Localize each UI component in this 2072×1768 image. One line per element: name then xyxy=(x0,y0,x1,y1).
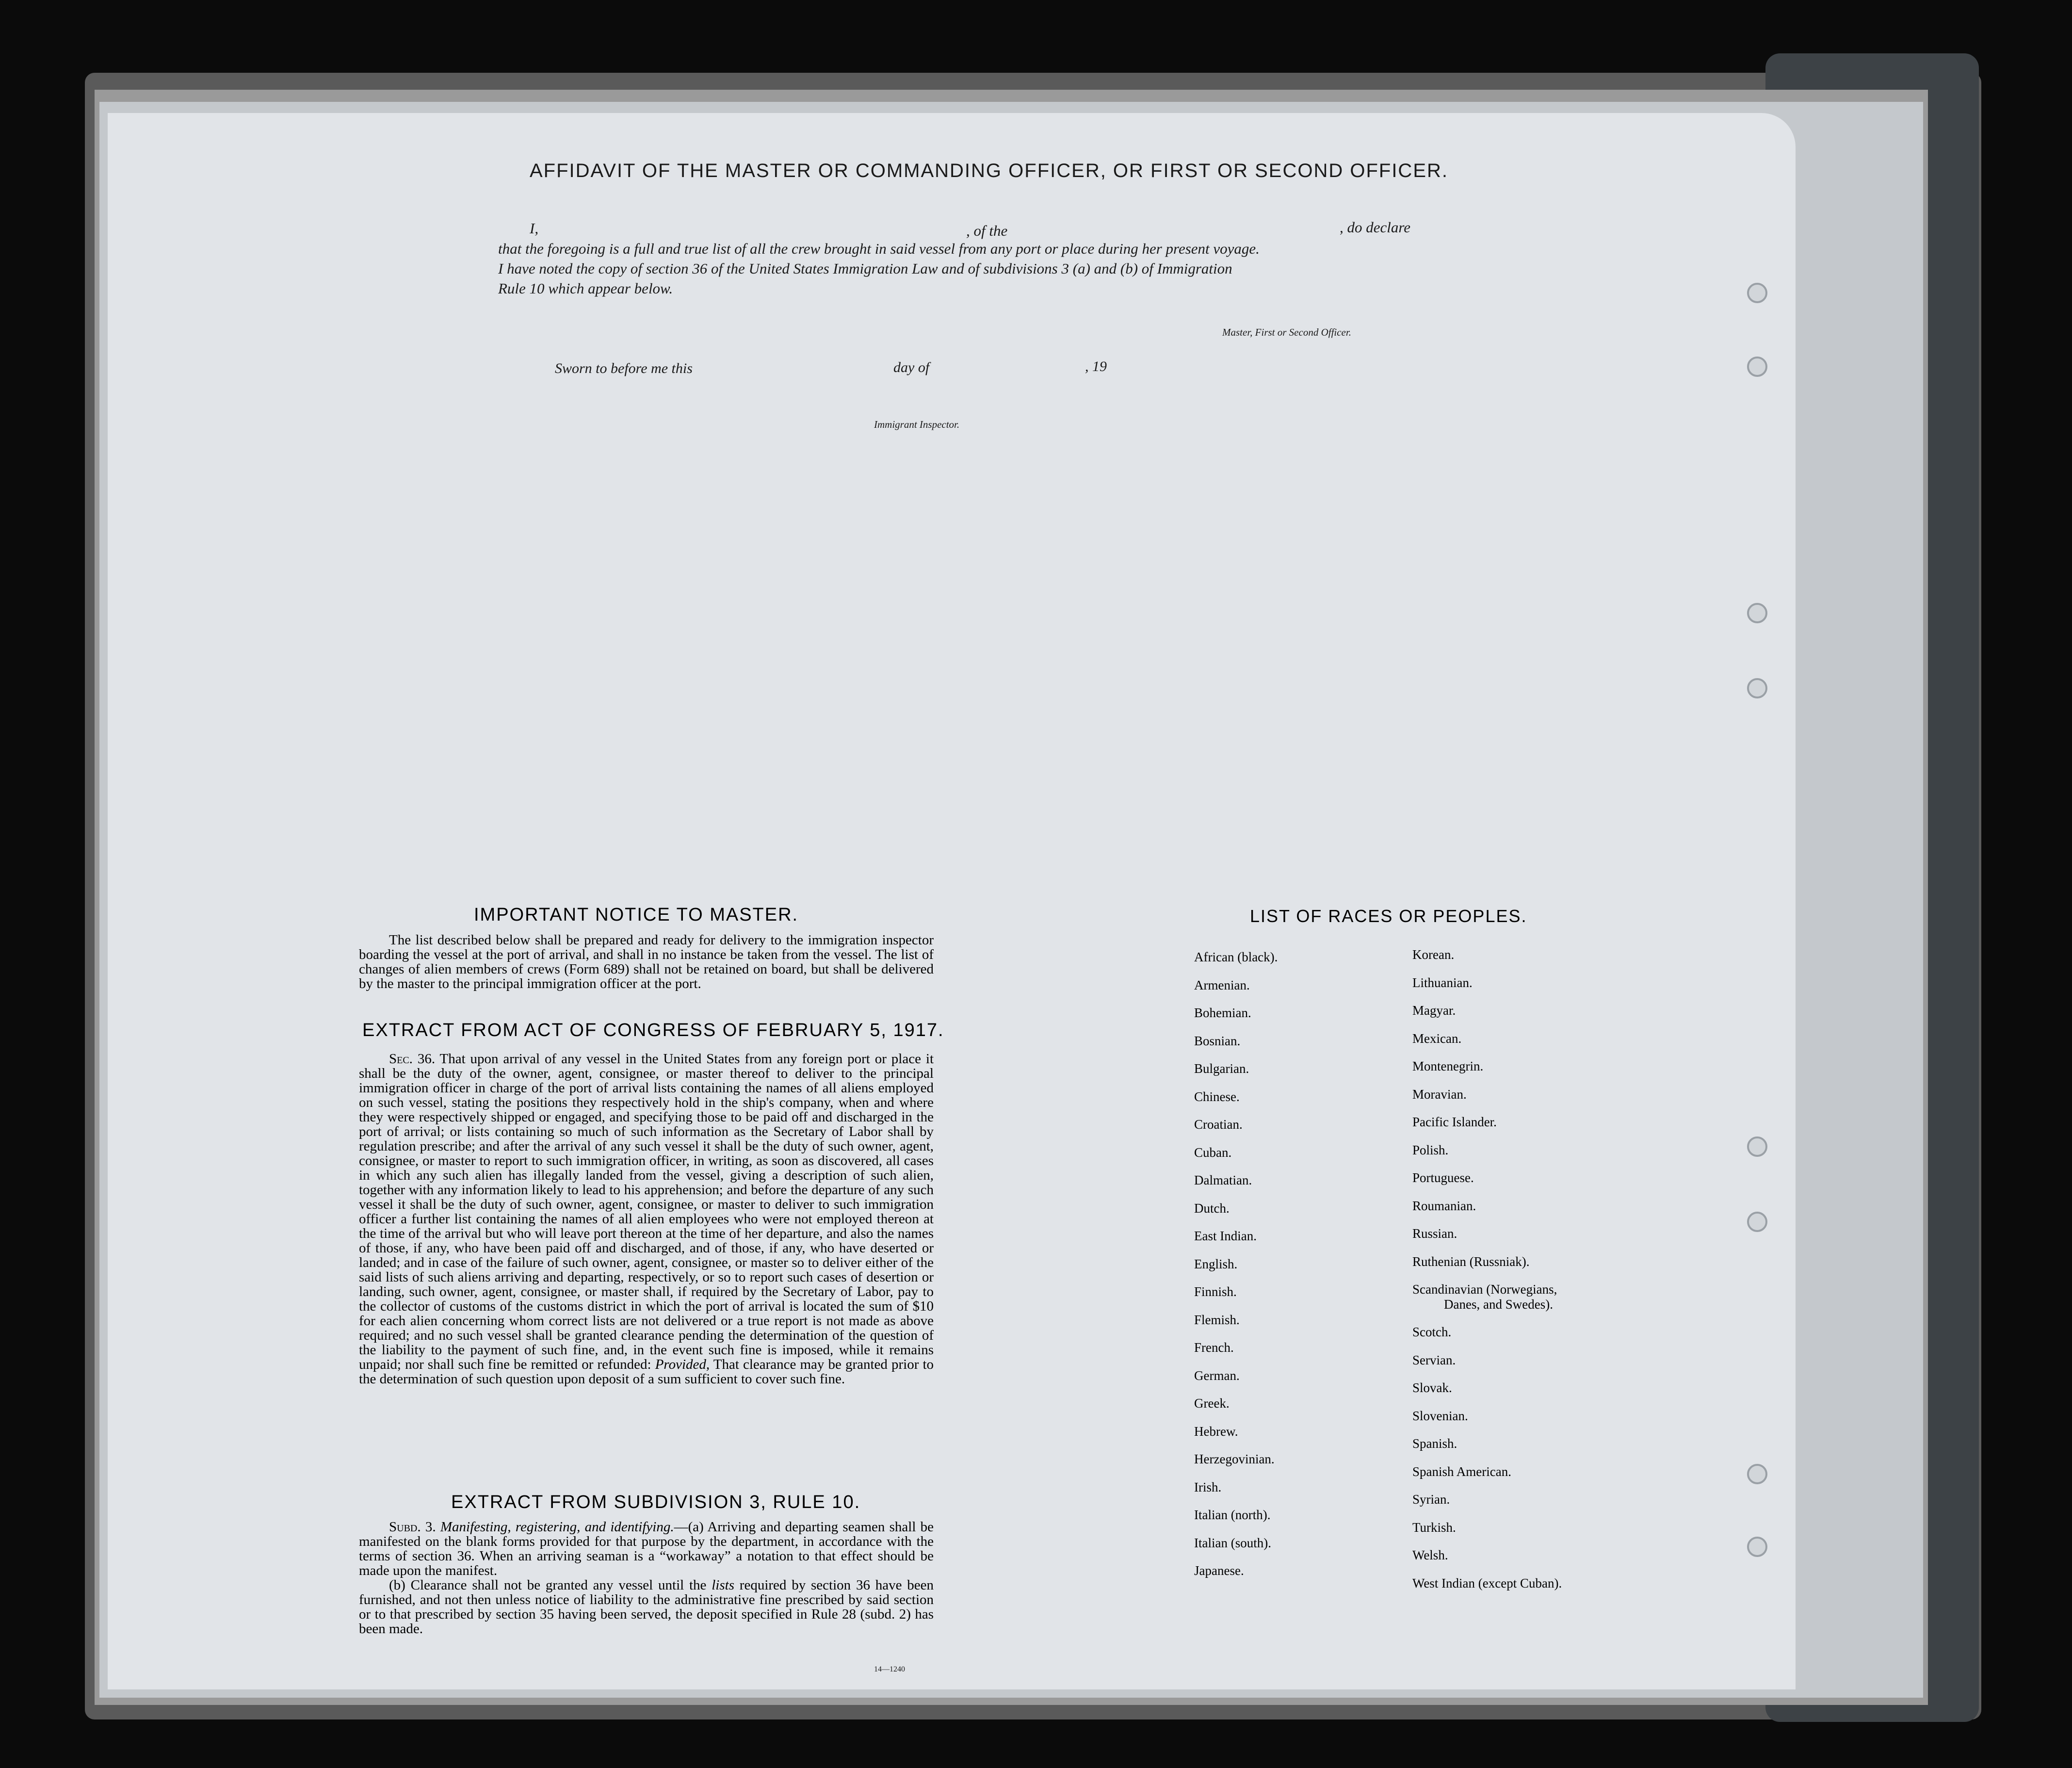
rule-heading: EXTRACT FROM SUBDIVISION 3, RULE 10. xyxy=(451,1492,861,1512)
race-item: Hebrew. xyxy=(1194,1424,1238,1439)
race-item: Welsh. xyxy=(1412,1548,1448,1562)
race-item: Danes, and Swedes). xyxy=(1444,1297,1553,1312)
para-a: —(a) Arriving and departing seamen shall be manifested on the blank forms provided for that purpose by the department, in accordance with the terms of section 36. When an arriving seaman is a “workaway” a notation to that effect should be made upon the manifest. xyxy=(359,1519,934,1578)
race-item: Scandinavian (Norwegians, xyxy=(1412,1282,1557,1297)
affidavit-of-the: , of the xyxy=(966,222,1008,239)
para-b-prefix: (b) Clearance shall not be granted any vessel until the xyxy=(389,1577,707,1593)
race-item: Irish. xyxy=(1194,1479,1222,1494)
affidavit-line-4: Rule 10 which appear below. xyxy=(498,280,673,297)
sworn-year: , 19 xyxy=(1085,358,1107,374)
race-item: Cuban. xyxy=(1194,1145,1232,1160)
race-item: Lithuanian. xyxy=(1412,975,1473,990)
race-item: Moravian. xyxy=(1412,1087,1467,1102)
rule-body xyxy=(359,1520,934,1636)
race-item: Portuguese. xyxy=(1412,1170,1474,1185)
race-item: French. xyxy=(1194,1340,1234,1355)
race-item: Polish. xyxy=(1412,1142,1449,1157)
notice-heading: IMPORTANT NOTICE TO MASTER. xyxy=(474,905,799,925)
race-item: Dalmatian. xyxy=(1194,1173,1252,1187)
race-item: Ruthenian (Russniak). xyxy=(1412,1254,1530,1269)
race-item: Mexican. xyxy=(1412,1031,1462,1046)
ring-hole-7 xyxy=(1747,1464,1767,1484)
race-item: Dutch. xyxy=(1194,1200,1230,1216)
race-item: Armenian. xyxy=(1194,977,1250,992)
race-item: Scotch. xyxy=(1412,1325,1452,1339)
race-item: Syrian. xyxy=(1412,1492,1450,1507)
act-text: That upon arrival of any vessel in the United States from any foreign port or place it shall be the duty of the owner, agent, consignee, or master thereof to deliver to the principal immigration officer in charge of the port of arrival lists containing the names of all aliens employed on such vessel, stating the positions they respectively hold in the ship's company, when and where they were respectively shipped or engaged, and specifying those to be paid off and discharged in the port of arrival; or lists containing so much of such information as the Secretary of Labor shall by regulation prescribe; and after the arrival of any such vessel it shall be the duty of such owner, agent, consignee, or master to report to such immigration officer, in writing, as soon as discovered, all cases in which any such alien has illegally landed from the vessel, giving a description of such alien, together with any information likely to lead to his apprehension; and before the departure of any such vessel it shall be the duty of such owner, agent, consignee, or master to deliver to such immigration officer a further list containing the names of all alien employees who were not employed thereon at the time of the arrival but who will leave port thereon at the time of her departure, and also the names of those, if any, who have been paid off and discharged, and of those, if any, who have deserted or landed; and in case of the failure of such owner, agent, consignee, or master so to deliver either of the said lists of such aliens arriving and departing, respectively, or so to report such cases of desertion or landing, such owner, agent, consignee, or master shall, if required by the Secretary of Labor, pay to the collector of customs of the customs district in which the port of arrival is located the sum of $10 for each alien concerning whom correct lists are not delivered or a true report is not made as above required; and no such vessel shall be granted clearance pending the determination of the question of the liability to the payment of such fine, and, in the event such fine is imposed, while it remains unpaid; nor shall such fine be remitted or refunded: xyxy=(359,1051,934,1372)
race-item: Chinese. xyxy=(1194,1089,1240,1104)
races-heading: LIST OF RACES OR PEOPLES. xyxy=(1250,906,1527,926)
ring-hole-2 xyxy=(1747,357,1767,377)
affidavit-i: I, xyxy=(530,220,539,237)
inspector-label: Immigrant Inspector. xyxy=(874,419,960,430)
ring-hole-8 xyxy=(1747,1537,1767,1557)
race-item: Japanese. xyxy=(1194,1563,1244,1578)
race-item: Greek. xyxy=(1194,1396,1230,1411)
race-item: Montenegrin. xyxy=(1412,1059,1484,1073)
para-b-rest: required by section 36 have been furnished, and not then unless notice of liability to the administrative fine prescribed by said section or to that prescribed by section 35 having been served, the deposit specified in Rule 28 (subd. 2) has been made. xyxy=(359,1577,934,1637)
ring-hole-5 xyxy=(1747,1136,1767,1157)
race-item: Flemish. xyxy=(1194,1312,1240,1327)
ring-hole-4 xyxy=(1747,678,1767,698)
notice-body xyxy=(359,933,934,991)
race-item: Bohemian. xyxy=(1194,1006,1251,1020)
act-heading: EXTRACT FROM ACT OF CONGRESS OF FEBRUARY 5, 1917. xyxy=(362,1020,944,1040)
race-item: West Indian (except Cuban). xyxy=(1412,1575,1562,1590)
race-item: Magyar. xyxy=(1412,1003,1456,1018)
provided-word: Provided, xyxy=(655,1357,710,1372)
race-item: Slovenian. xyxy=(1412,1408,1468,1423)
race-item: German. xyxy=(1194,1368,1240,1383)
race-item: Croatian. xyxy=(1194,1117,1243,1132)
race-item: Roumanian. xyxy=(1412,1198,1476,1213)
para-b-lists: lists xyxy=(712,1577,734,1593)
ring-hole-3 xyxy=(1747,603,1767,623)
race-item: Spanish American. xyxy=(1412,1464,1511,1479)
affidavit-title: AFFIDAVIT OF THE MASTER OR COMMANDING OFFICER, OR FIRST OR SECOND OFFICER. xyxy=(530,160,1448,181)
act-body xyxy=(359,1052,934,1386)
affidavit-line-2: that the foregoing is a full and true list of all the crew brought in said vessel from any port or place during her present voyage. xyxy=(498,240,1260,257)
race-item: Pacific Islander. xyxy=(1412,1115,1497,1129)
subd-label: Subd. 3. xyxy=(389,1519,436,1535)
sworn-prefix: Sworn to before me this xyxy=(555,360,693,376)
ring-hole-6 xyxy=(1747,1212,1767,1232)
race-item: Spanish. xyxy=(1412,1436,1457,1451)
race-item: Bulgarian. xyxy=(1194,1061,1249,1076)
affidavit-do-declare: , do declare xyxy=(1340,219,1411,236)
notice-text: The list described below shall be prepared and ready for delivery to the immigration inspector boarding the vessel at the port of arrival, and shall in no instance be taken from the vessel. The list of changes of alien members of crews (Form 689) shall not be retained on board, but shall be delivered by the master to the principal immigration officer at the port. xyxy=(359,932,934,991)
race-item: Italian (north). xyxy=(1194,1508,1271,1522)
act-text-end: That clearance may be granted prior to the determination of such question upon deposit of a sum sufficient to cover such fine. xyxy=(359,1357,934,1387)
race-item: Herzegovinian. xyxy=(1194,1452,1275,1466)
ring-hole-1 xyxy=(1747,283,1767,303)
sec-label: Sec. 36. xyxy=(389,1051,436,1067)
race-item: African (black). xyxy=(1194,950,1278,964)
race-item: Finnish. xyxy=(1194,1284,1237,1299)
race-item: Slovak. xyxy=(1412,1380,1452,1395)
race-item: Italian (south). xyxy=(1194,1535,1271,1550)
subd-title: Manifesting, registering, and identifying. xyxy=(440,1519,674,1535)
sworn-day-of: day of xyxy=(893,359,930,375)
race-item: Servian. xyxy=(1412,1352,1456,1367)
form-number: 14—1240 xyxy=(874,1665,905,1673)
race-item: English. xyxy=(1194,1256,1238,1271)
race-item: Bosnian. xyxy=(1194,1033,1241,1048)
master-signature-label: Master, First or Second Officer. xyxy=(1222,326,1351,338)
race-item: East Indian. xyxy=(1194,1229,1257,1243)
race-item: Russian. xyxy=(1412,1226,1457,1241)
form-page xyxy=(108,113,1796,1689)
affidavit-line-3: I have noted the copy of section 36 of the United States Immigration Law and of subdivisions 3 (a) and (b) of Immigration xyxy=(498,260,1232,277)
race-item: Turkish. xyxy=(1412,1520,1456,1535)
race-item: Korean. xyxy=(1412,947,1455,962)
